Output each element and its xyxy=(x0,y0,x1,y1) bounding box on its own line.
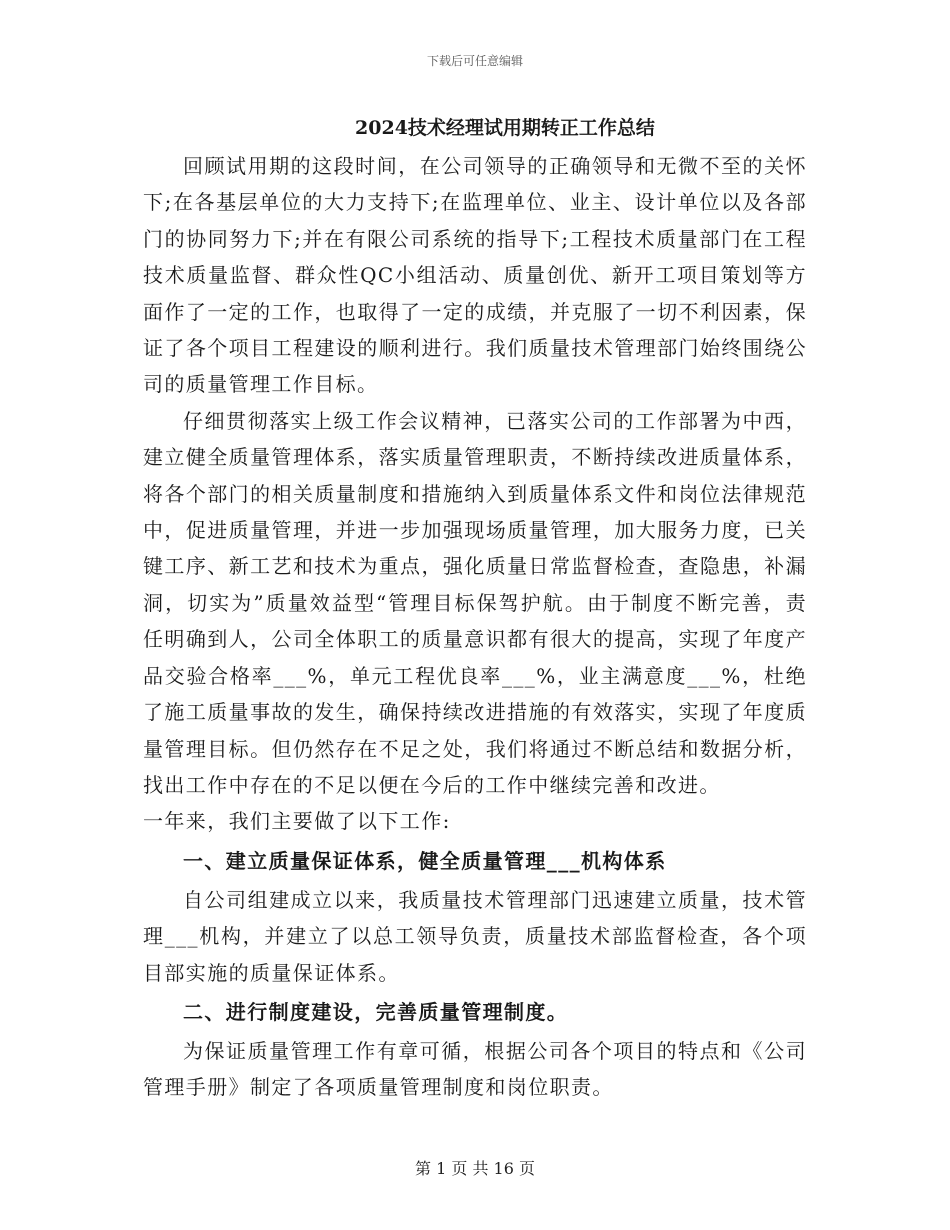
document-body xyxy=(143,112,807,1106)
document-title: 2024技术经理试用期转正工作总结 xyxy=(355,117,655,139)
paragraph-implementation: 仔细贯彻落实上级工作会议精神，已落实公司的工作部署为中西，建立健全质量管理体系，落实质量管理职责，不断持续改进质量体系，将各个部门的相关质量制度和措施纳入到质量体系文件和岗位法律规范中，促进质量管理，并进一步加强现场质量管理，加大服务力度，已关键工序、新工艺和技术为重点，强化质量日常监督检查，查隐患，补漏洞，切实为”质量效益型“管理目标保驾护航。由于制度不断完善，责任明确到人，公司全体职工的质量意识都有很大的提高，实现了年度产品交验合格率___%，单元工程优良率___%，业主满意度___%，杜绝了施工质量事故的发生，确保持续改进措施的有效落实，实现了年度质量管理目标。但仍然存在不足之处，我们将通过不断总结和数据分析，找出工作中存在的不足以便在今后的工作中继续完善和改进。 xyxy=(143,408,807,797)
section-body-2: 为保证质量管理工作有章可循，根据公司各个项目的特点和《公司管理手册》制定了各项质量管理制度和岗位职责。 xyxy=(143,1038,807,1100)
paragraph-summary-lead: 一年来，我们主要做了以下工作: xyxy=(143,809,451,834)
section-body-1: 自公司组建成立以来，我质量技术管理部门迅速建立质量，技术管理___机构，并建立了以总工领导负责，质量技术部监督检查，各个项目部实施的质量保证体系。 xyxy=(143,887,807,985)
paragraph-intro: 回顾试用期的这段时间，在公司领导的正确领导和无微不至的关怀下;在各基层单位的大力支持下;在监理单位、业主、设计单位以及各部门的协同努力下;并在有限公司系统的指导下;工程技术质量部门在工程技术质量监督、群众性QC小组活动、质量创优、新开工项目策划等方面作了一定的工作，也取得了一定的成绩，并克服了一切不利因素，保证了各个项目工程建设的顺利进行。我们质量技术管理部门始终围绕公司的质量管理工作目标。 xyxy=(143,154,807,397)
page-footer-number: 第 1 页 共 16 页 xyxy=(415,1159,535,1178)
page-header-note: 下载后可任意编辑 xyxy=(426,54,523,68)
section-heading-2: 二、进行制度建设，完善质量管理制度。 xyxy=(183,999,569,1024)
section-heading-1: 一、建立质量保证体系，健全质量管理___机构体系 xyxy=(183,848,667,873)
